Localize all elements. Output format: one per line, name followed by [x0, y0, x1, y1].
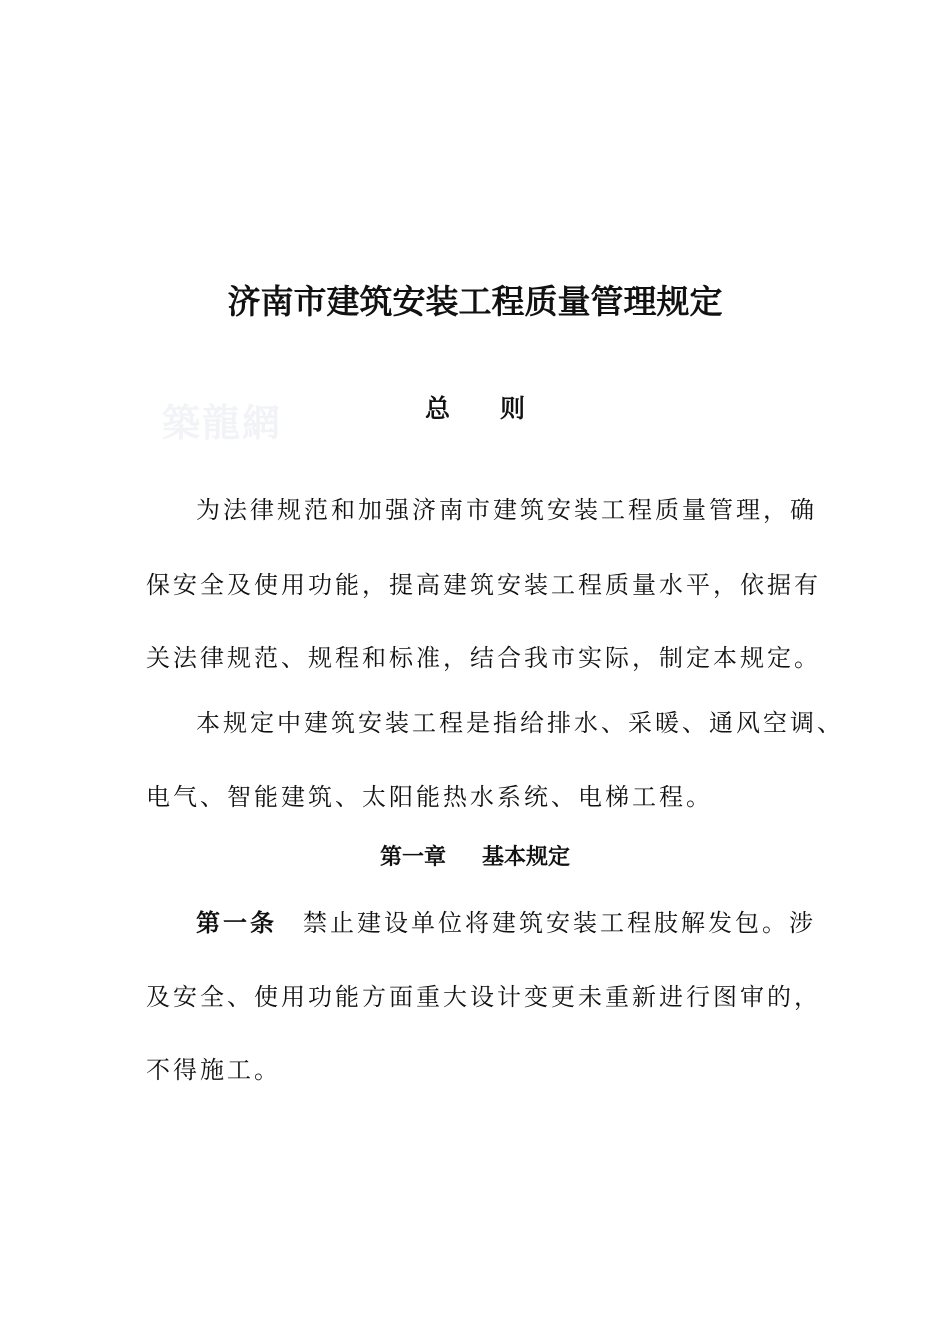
- general-heading: [0, 389, 950, 425]
- chapter-number: 第一章: [379, 844, 446, 870]
- general-paragraph-2-line-1: 本规定中建筑安装工程是指给排水、采暖、通风空调、: [196, 709, 844, 737]
- general-heading-part1: 总: [424, 394, 450, 423]
- article-1-first-line: 禁止建设单位将建筑安装工程肢解发包。涉: [303, 909, 816, 937]
- watermark-logo: 築龍網: [162, 400, 283, 445]
- article-1-line-2: 及安全、使用功能方面重大设计变更未重新进行图审的，: [146, 983, 821, 1011]
- chapter-name: 基本规定: [482, 844, 571, 870]
- document-title: 济南市建筑安装工程质量管理规定: [227, 282, 723, 321]
- general-paragraph-1-line-1: 为法律规范和加强济南市建筑安装工程质量管理，确: [196, 496, 817, 524]
- general-paragraph-2-line-2: 电气、智能建筑、太阳能热水系统、电梯工程。: [146, 783, 713, 811]
- chapter-heading: [0, 840, 950, 871]
- general-paragraph-1-line-3: 关法律规范、规程和标准，结合我市实际，制定本规定。: [146, 644, 821, 672]
- article-1-label: 第一条: [196, 908, 277, 937]
- general-heading-part2: 则: [500, 394, 526, 423]
- article-1-line-1: [196, 903, 816, 938]
- general-paragraph-1-line-2: 保安全及使用功能，提高建筑安装工程质量水平，依据有: [146, 571, 821, 599]
- article-1-line-3: 不得施工。: [146, 1056, 281, 1084]
